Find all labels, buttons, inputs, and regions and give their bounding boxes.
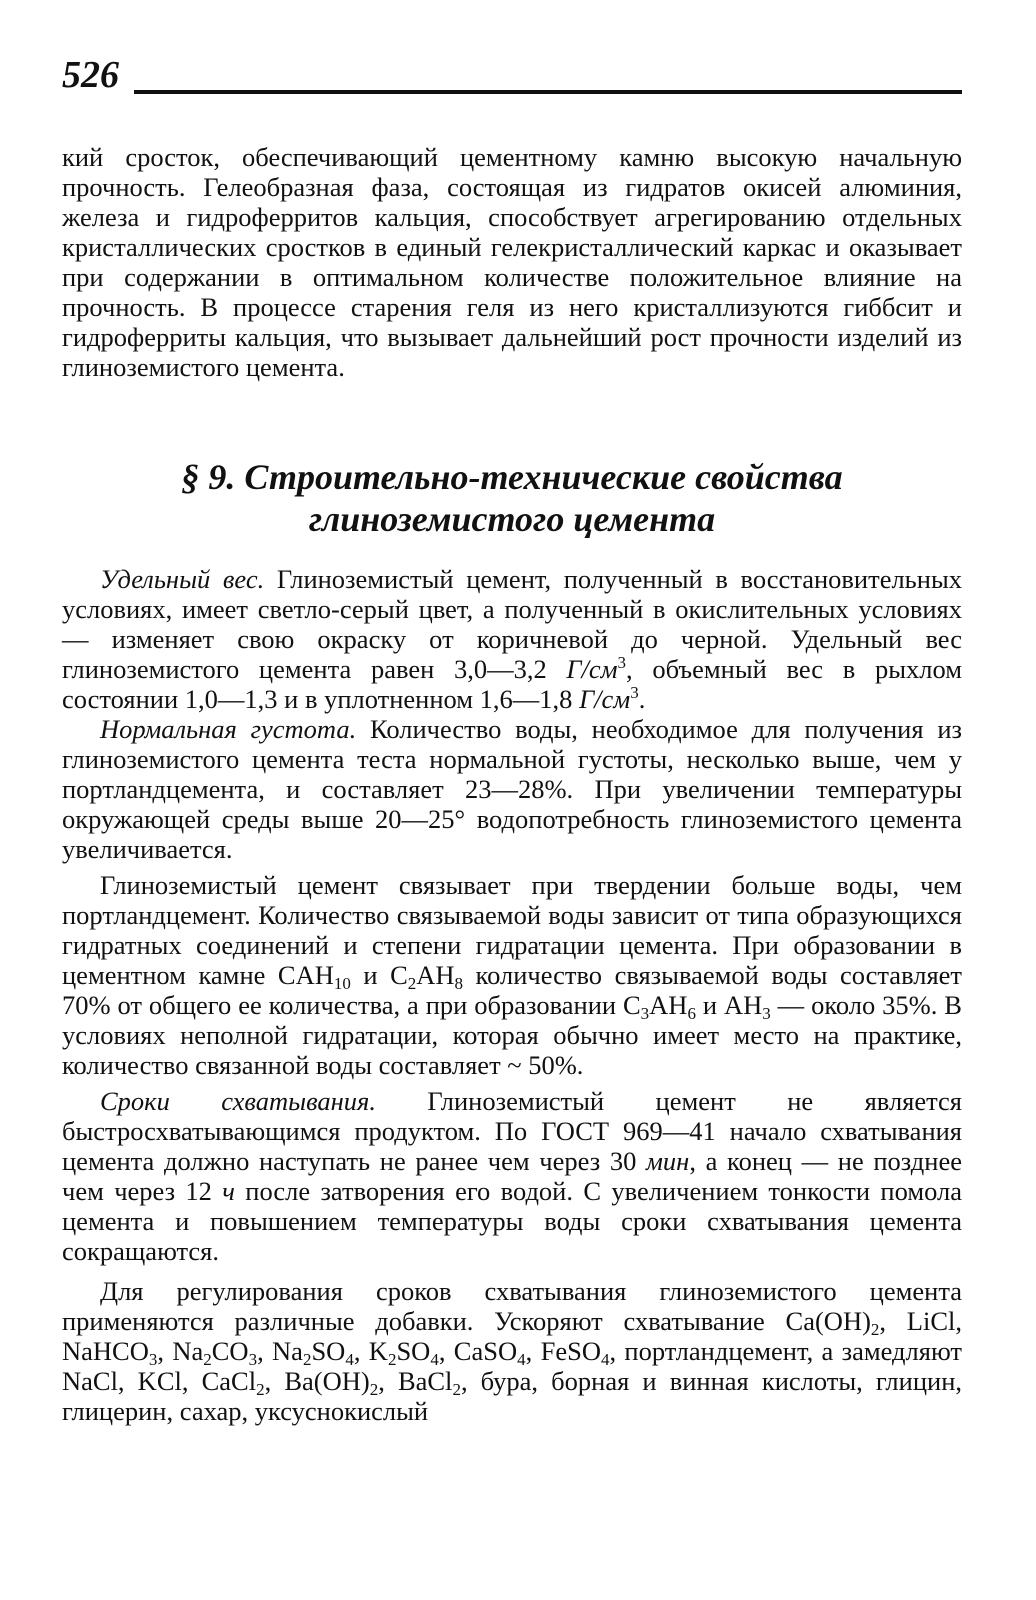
subscript: 4 xyxy=(430,1350,439,1369)
text: , K xyxy=(353,1336,388,1366)
text: AH xyxy=(416,960,455,990)
text: Глиноземистый цемент не является быстросхватывающимся продуктом. По ГОСТ 969—41 начало схватывания цемента должно наступать не ранее чем через 30 xyxy=(62,1086,962,1176)
subscript: 6 xyxy=(687,1004,696,1023)
text: Глиноземистый цемент, полученный в восстановительных условиях, имеет светло-серый цвет, а полученный в окислительных условиях — изменяет свою окраску от коричневой до черной. Удельный вес глиноземистого цемента равен 3,0—3,2 xyxy=(62,564,963,684)
text: , объемный вес в рыхлом состоянии 1,0—1,3 и в уплотненном 1,6—1,8 xyxy=(62,654,962,714)
body-block xyxy=(62,564,962,1426)
unit-minutes: мин xyxy=(646,1146,690,1176)
text: после затворения его водой. С увеличением тонкости помола цемента и повышением температуры воды сроки схватывания цемента сокращаются. xyxy=(62,1176,962,1266)
subscript: 3 xyxy=(148,1350,158,1369)
superscript: 3 xyxy=(630,683,639,702)
page-number: 526 xyxy=(62,54,119,96)
text: . xyxy=(638,684,646,714)
text: , FeSO xyxy=(525,1336,601,1366)
paragraph-normal-consistency xyxy=(62,714,962,864)
paragraph-bound-water xyxy=(62,870,962,1080)
text: и C xyxy=(350,960,408,990)
text: SO xyxy=(396,1336,431,1366)
section-title-line-1: § 9. Строительно-технические свойства xyxy=(181,457,843,497)
text: , Ba(OH) xyxy=(264,1366,370,1396)
subscript: 3 xyxy=(762,1004,771,1023)
text: SO xyxy=(311,1336,346,1366)
unit: Г/см xyxy=(579,684,631,714)
text: CO xyxy=(211,1336,249,1366)
intro-paragraph: кий сросток, обеспечивающий цементному камню высокую начальную прочность. Гелеобразная фаза, состоящая из гидратов окисей алюминия, железа и гидроферритов кальция, способствует агрегированию отдельных кристаллических сростков в единый гелекристаллический каркас и оказывает при содержании в оптимальном количестве положительное влияние на прочность. В процессе старения геля из него кристаллизуются гиббсит и гидроферриты кальция, что вызывает дальнейший рост прочности изделий из глиноземистого цемента. xyxy=(62,142,962,382)
text: Количество воды, необходимое для получения из глиноземистого цемента теста нормальной густоты, несколько выше, чем у портландцемента, и составляет 23—28%. При увеличении температуры окружающей среды выше 20—25° водопотребность глиноземистого цемента увеличивается. xyxy=(62,714,962,864)
unit-hours: ч xyxy=(222,1176,235,1206)
subscript: 2 xyxy=(256,1380,265,1399)
paragraph-specific-gravity xyxy=(62,564,962,714)
subscript: 4 xyxy=(517,1350,526,1369)
unit: Г/см xyxy=(566,654,618,684)
subscript: 2 xyxy=(870,1320,880,1339)
subscript: 8 xyxy=(454,974,464,993)
page-header xyxy=(62,52,962,98)
subscript: 2 xyxy=(203,1350,212,1369)
intro-block xyxy=(62,142,962,382)
text: и AH xyxy=(695,990,763,1020)
text: , CaSO xyxy=(438,1336,518,1366)
text: Глиноземистый цемент связывает при твердении больше воды, чем портландцемент. Количество связываемой воды зависит от типа образующихся гидратных соединений и степени гидратации цемента. При образовании в цементном камне CAH xyxy=(62,870,962,990)
text: , бура, борная и винная кислоты, глицин, глицерин, сахар, уксуснокислый xyxy=(62,1366,963,1426)
subscript: 2 xyxy=(407,974,417,993)
subscript: 3 xyxy=(640,1004,650,1023)
text: , BaCl xyxy=(378,1366,453,1396)
text: количество связываемой воды составляет 70% от общего ее количества, а при образовании C xyxy=(62,960,962,1020)
subscript: 2 xyxy=(369,1380,379,1399)
section-title-line-2: глиноземистого цемента xyxy=(308,499,716,539)
header-rule xyxy=(134,90,962,94)
paragraph-setting-time xyxy=(62,1086,962,1266)
text: AH xyxy=(649,990,688,1020)
paragraph-additives xyxy=(62,1276,962,1426)
text: , LiCl, NaHCO xyxy=(62,1306,962,1366)
text: , а конец — не позднее чем через 12 xyxy=(62,1146,962,1206)
superscript: 3 xyxy=(617,653,627,672)
text: — около 35%. В условиях неполной гидратации, которая обычно имеет место на практике, количество связанной воды составляет ~ 50%. xyxy=(62,990,962,1080)
lead-normal-consistency: Нормальная густота. xyxy=(100,714,357,744)
subscript: 3 xyxy=(248,1350,258,1369)
subscript: 2 xyxy=(302,1350,312,1369)
text: Для регулирования сроков схватывания глиноземистого цемента применяются различные добавки. Ускоряют схватывание Ca(OH) xyxy=(62,1276,962,1336)
lead-specific-gravity: Удельный вес. xyxy=(100,564,265,594)
subscript: 4 xyxy=(345,1350,354,1369)
text: , портландцемент, а замедляют NaCl, KCl, CaCl xyxy=(62,1336,962,1396)
lead-setting-time: Сроки схватывания. xyxy=(100,1086,376,1116)
subscript: 2 xyxy=(452,1380,461,1399)
subscript: 4 xyxy=(600,1350,610,1369)
subscript: 2 xyxy=(387,1350,397,1369)
subscript: 10 xyxy=(333,974,351,993)
text: , Na xyxy=(257,1336,303,1366)
section-heading xyxy=(62,456,962,540)
text: , Na xyxy=(157,1336,204,1366)
